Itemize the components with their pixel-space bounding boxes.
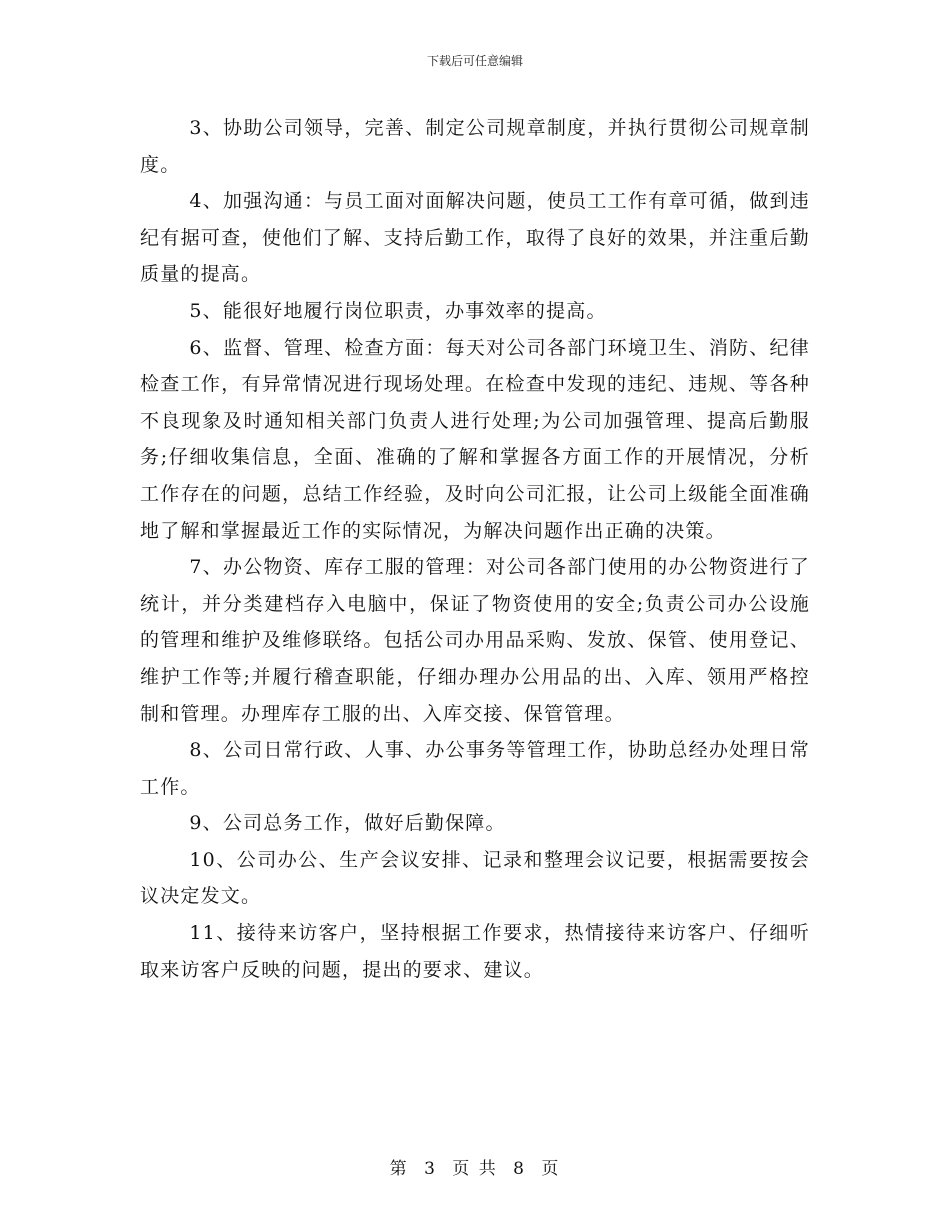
- footer-total-pages: 8: [513, 1159, 526, 1179]
- paragraph-item-9: 9、公司总务工作，做好后勤保障。: [189, 812, 506, 835]
- paragraph-item-3: 3、协助公司领导，完善、制定公司规章制度，并执行贯彻公司规章制度。: [140, 117, 810, 176]
- document-body: [140, 110, 810, 988]
- footer-prefix: 第: [389, 1159, 409, 1179]
- paragraph-item-7: 7、办公物资、库存工服的管理：对公司各部门使用的办公物资进行了统计，并分类建档存入电脑中，保证了物资使用的安全;负责公司办公设施的管理和维护及维修联络。包括公司办用品采购、发放、保管、使用登记、维护工作等;并履行稽查职能，仔细办理办公用品的出、入库、领用严格控制和管理。办理库存工服的出、入库交接、保管管理。: [140, 556, 810, 725]
- paragraph-item-4: 4、加强沟通：与员工面对面解决问题，使员工工作有章可循，做到违纪有据可查，使他们了解、支持后勤工作，取得了良好的效果，并注重后勤质量的提高。: [140, 190, 810, 286]
- paragraph-item-10: 10、公司办公、生产会议安排、记录和整理会议记要，根据需要按会议决定发文。: [140, 848, 810, 908]
- footer-suffix: 页: [541, 1159, 561, 1179]
- page-footer: [0, 1154, 950, 1179]
- paragraph-item-5: 5、能很好地履行岗位职责，办事效率的提高。: [189, 299, 607, 322]
- paragraph-item-8: 8、公司日常行政、人事、办公事务等管理工作，协助总经办处理日常工作。: [140, 739, 810, 798]
- paragraph-item-11: 11、接待来访客户，坚持根据工作要求，热情接待来访客户、仔细听取来访客户反映的问题，提出的要求、建议。: [140, 922, 810, 981]
- page-header: 下载后可任意编辑: [426, 54, 523, 68]
- footer-middle: 页 共: [452, 1159, 498, 1179]
- paragraph-item-6: 6、监督、管理、检查方面：每天对公司各部门环境卫生、消防、纪律检查工作，有异常情况进行现场处理。在检查中发现的违纪、违规、等各种不良现象及时通知相关部门负责人进行处理;为公司加强管理、提高后勤服务;仔细收集信息，全面、准确的了解和掌握各方面工作的开展情况，分析工作存在的问题，总结工作经验，及时向公司汇报，让公司上级能全面准确地了解和掌握最近工作的实际情况，为解决问题作出正确的决策。: [140, 336, 810, 542]
- footer-page-number: 3: [424, 1159, 437, 1179]
